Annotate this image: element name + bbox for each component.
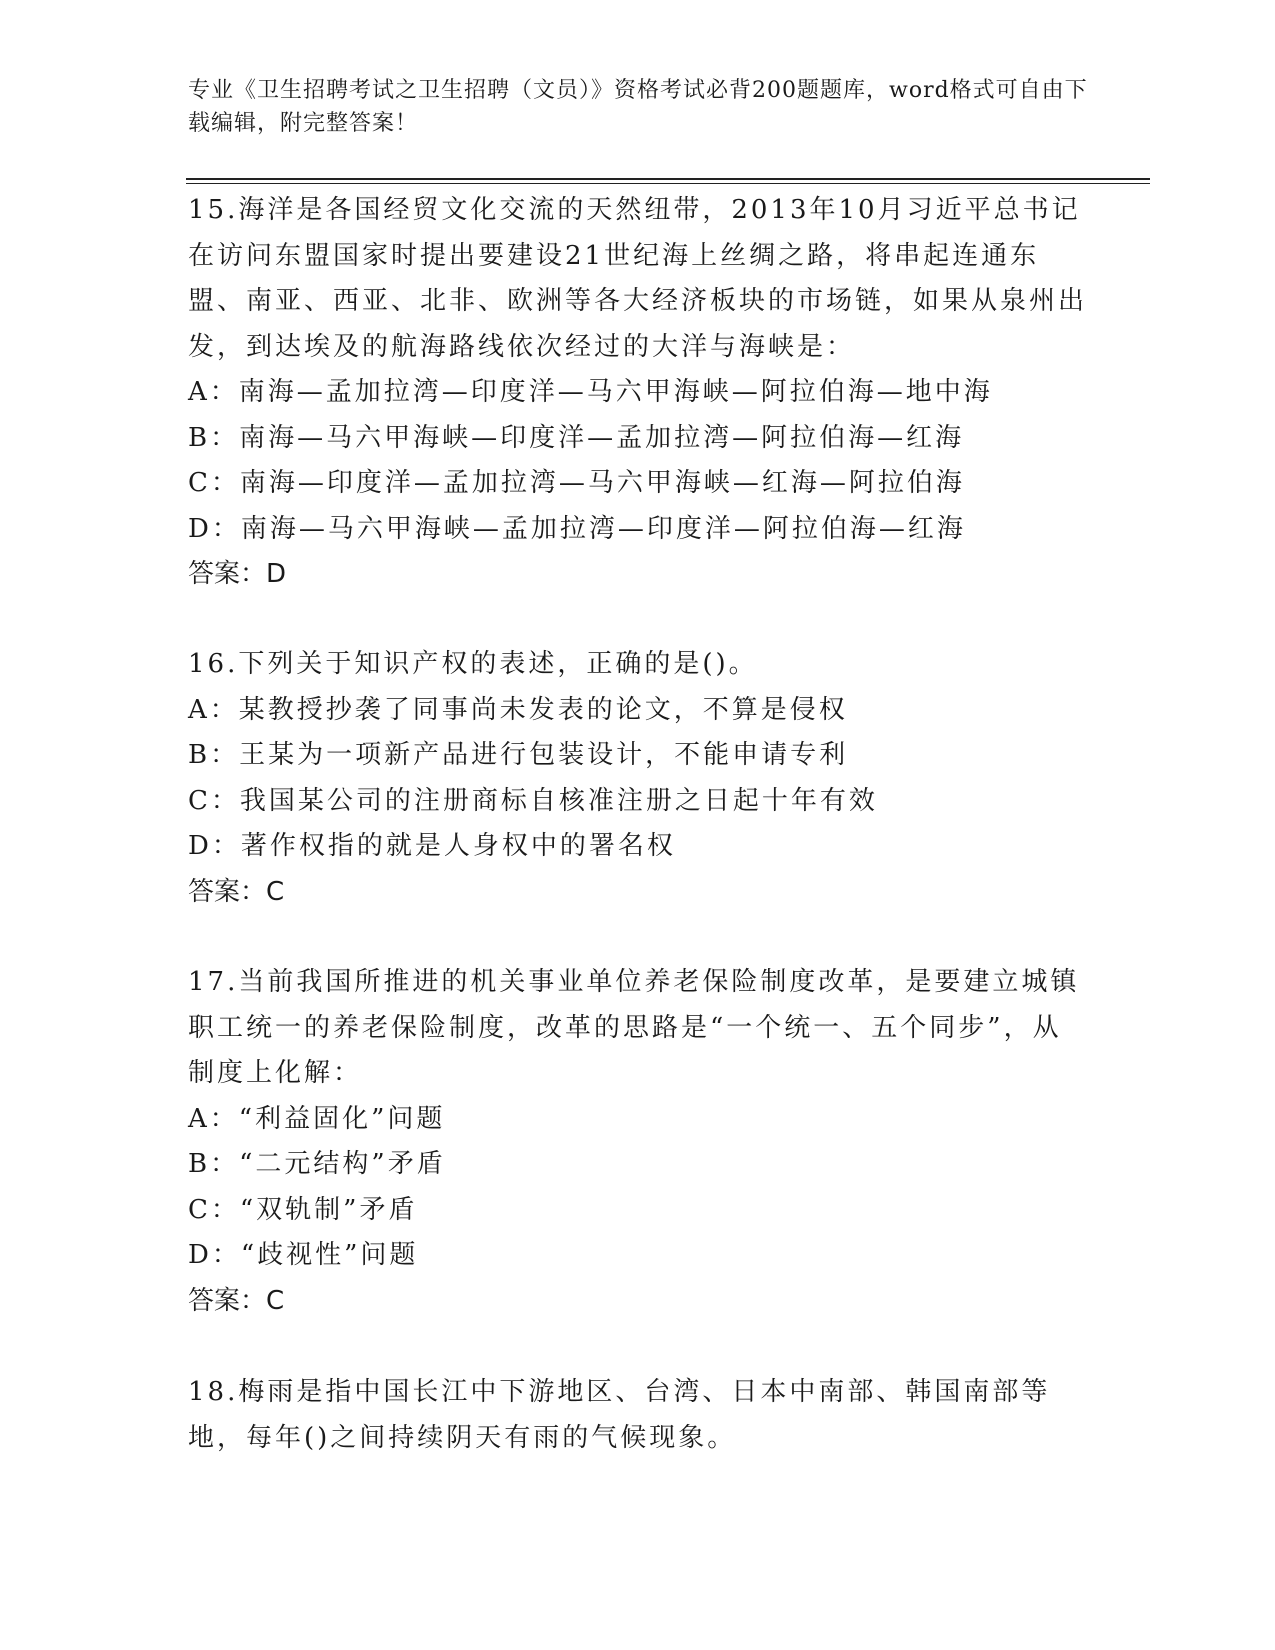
question-17 [188, 960, 1088, 1324]
option-a: A：南海—孟加拉湾—印度洋—马六甲海峡—阿拉伯海—地中海 [188, 377, 993, 407]
option-d: D：“歧视性”问题 [188, 1240, 419, 1270]
answer-label: 答案：D [188, 559, 287, 589]
option-b: B：南海—马六甲海峡—印度洋—孟加拉湾—阿拉伯海—红海 [188, 422, 965, 453]
question-15 [188, 188, 1088, 598]
option-a: A：“利益固化”问题 [188, 1103, 446, 1134]
document-header: 专业《卫生招聘考试之卫生招聘（文员）》资格考试必背200题题库，word格式可自由下载编辑，附完整答案！ [188, 78, 1088, 136]
option-d: D：南海—马六甲海峡—孟加拉湾—印度洋—阿拉伯海—红海 [188, 513, 966, 544]
question-stem: 17.当前我国所推进的机关事业单位养老保险制度改革，是要建立城镇职工统一的养老保险制度，改革的思路是“一个统一、五个同步”，从制度上化解： [188, 967, 1080, 1088]
option-b: B：王某为一项新产品进行包装设计，不能申请专利 [188, 740, 849, 770]
question-stem: 16.下列关于知识产权的表述，正确的是()。 [188, 649, 758, 679]
question-18 [188, 1370, 1088, 1461]
option-d: D：著作权指的就是人身权中的署名权 [188, 831, 676, 861]
question-stem: 18.梅雨是指中国长江中下游地区、台湾、日本中南部、韩国南部等地，每年()之间持续阴天有雨的气候现象。 [188, 1377, 1051, 1453]
option-c: C：“双轨制”矛盾 [188, 1194, 418, 1225]
question-16 [188, 642, 1088, 915]
option-b: B：“二元结构”矛盾 [188, 1149, 446, 1179]
option-c: C：我国某公司的注册商标自核准注册之日起十年有效 [188, 785, 878, 816]
header-divider-thick [186, 178, 1150, 180]
option-a: A：某教授抄袭了同事尚未发表的论文，不算是侵权 [188, 694, 848, 725]
question-stem: 15.海洋是各国经贸文化交流的天然纽带，2013年10月习近平总书记在访问东盟国家时提出要建设21世纪海上丝绸之路，将串起连通东盟、南亚、西亚、北非、欧洲等各大经济板块的市场链，如果从泉州出发，到达埃及的航海路线依次经过的大洋与海峡是： [188, 195, 1088, 362]
answer-label: 答案：C [188, 876, 285, 907]
answer-label: 答案：C [188, 1285, 285, 1316]
option-c: C：南海—印度洋—孟加拉湾—马六甲海峡—红海—阿拉伯海 [188, 468, 965, 498]
header-divider-thin [186, 183, 1150, 184]
